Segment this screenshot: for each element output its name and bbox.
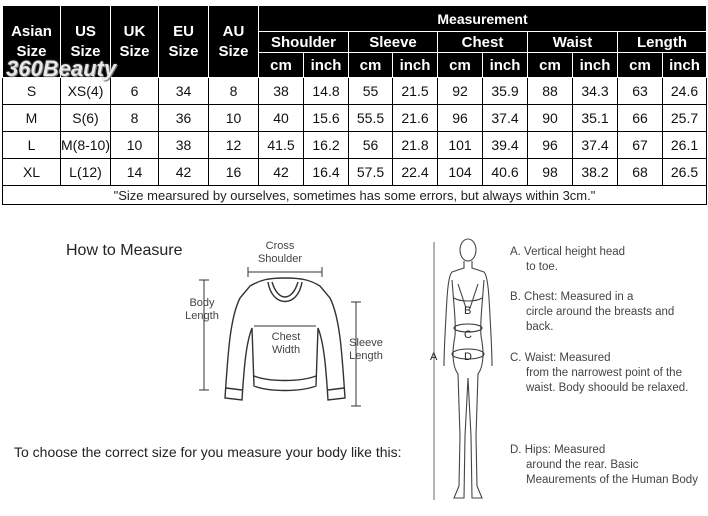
au-size-header: AU Size bbox=[209, 6, 259, 78]
us-size-header: US Size bbox=[61, 6, 111, 78]
table-cell: 56 bbox=[349, 132, 393, 159]
figure-letter-a: A bbox=[430, 351, 438, 363]
group-header-chest: Chest bbox=[438, 32, 528, 53]
unit-header: cm bbox=[528, 53, 573, 78]
size-chart-table bbox=[2, 5, 707, 205]
how-to-measure-title: How to Measure bbox=[66, 242, 183, 259]
table-cell: 90 bbox=[528, 105, 573, 132]
group-header-shoulder: Shoulder bbox=[259, 32, 349, 53]
table-cell: 10 bbox=[209, 105, 259, 132]
note-heading: D. Hips: Measured bbox=[510, 444, 606, 456]
table-cell: 37.4 bbox=[483, 105, 528, 132]
table-cell: 8 bbox=[209, 78, 259, 105]
table-note: "Size mearsured by ourselves, sometimes has some errors, but always within 3cm." bbox=[3, 186, 707, 205]
table-cell: 40 bbox=[259, 105, 304, 132]
table-cell: 8 bbox=[111, 105, 159, 132]
unit-header: inch bbox=[304, 53, 349, 78]
note-body: from the narrowest point of the waist. Body shoould be relaxed. bbox=[526, 367, 689, 394]
table-cell: 63 bbox=[618, 78, 663, 105]
asian-size-header: Asian Size bbox=[3, 6, 61, 78]
table-header bbox=[3, 6, 707, 78]
table-cell: 34.3 bbox=[573, 78, 618, 105]
group-header-waist: Waist bbox=[528, 32, 618, 53]
table-cell: 101 bbox=[438, 132, 483, 159]
table-cell: 16.4 bbox=[304, 159, 349, 186]
table-cell: 16.2 bbox=[304, 132, 349, 159]
table-cell: 88 bbox=[528, 78, 573, 105]
watermark-logo: 360Beauty bbox=[6, 56, 117, 81]
table-cell: 6 bbox=[111, 78, 159, 105]
note-body: around the rear. Basic Meaurements of the Human Body bbox=[526, 459, 698, 486]
figure-letter-d: D bbox=[464, 351, 472, 363]
unit-header: cm bbox=[618, 53, 663, 78]
table-cell: 24.6 bbox=[663, 78, 707, 105]
table-cell: M(8-10) bbox=[61, 132, 111, 159]
size-cell: S bbox=[3, 78, 61, 105]
table-cell: 38.2 bbox=[573, 159, 618, 186]
size-cell: XL bbox=[3, 159, 61, 186]
measurement-header: Measurement bbox=[259, 6, 707, 32]
sleeve-length-label: Sleeve Length bbox=[349, 337, 383, 362]
table-cell: 92 bbox=[438, 78, 483, 105]
table-cell: XS(4) bbox=[61, 78, 111, 105]
table-cell: 15.6 bbox=[304, 105, 349, 132]
size-cell: L bbox=[3, 132, 61, 159]
unit-header: cm bbox=[259, 53, 304, 78]
table-cell: S(6) bbox=[61, 105, 111, 132]
table-cell: 37.4 bbox=[573, 132, 618, 159]
table-cell: 96 bbox=[528, 132, 573, 159]
note-chest bbox=[510, 290, 700, 335]
table-cell: 16 bbox=[209, 159, 259, 186]
measure-instruction: To choose the correct size for you measure your body like this: bbox=[14, 444, 402, 460]
eu-size-header: EU Size bbox=[159, 6, 209, 78]
note-heading: B. Chest: Measured in a bbox=[510, 291, 634, 303]
table-cell: L(12) bbox=[61, 159, 111, 186]
table-row bbox=[3, 159, 707, 186]
table-cell: 42 bbox=[159, 159, 209, 186]
table-cell: 26.1 bbox=[663, 132, 707, 159]
uk-size-header: UK Size bbox=[111, 6, 159, 78]
note-body: circle around the breasts and back. bbox=[526, 306, 675, 333]
body-figure-icon bbox=[430, 236, 506, 511]
cross-shoulder-label: Cross Shoulder bbox=[257, 240, 303, 265]
unit-header: inch bbox=[393, 53, 438, 78]
table-cell: 21.5 bbox=[393, 78, 438, 105]
table-cell: 55 bbox=[349, 78, 393, 105]
table-cell: 35.1 bbox=[573, 105, 618, 132]
table-cell: 36 bbox=[159, 105, 209, 132]
table-cell: 21.8 bbox=[393, 132, 438, 159]
unit-header: inch bbox=[663, 53, 707, 78]
table-cell: 26.5 bbox=[663, 159, 707, 186]
note-heading: C. Waist: Measured bbox=[510, 352, 611, 364]
note-body: to toe. bbox=[526, 261, 558, 273]
table-cell: 35.9 bbox=[483, 78, 528, 105]
table-cell: 55.5 bbox=[349, 105, 393, 132]
table-cell: 66 bbox=[618, 105, 663, 132]
table-cell: 12 bbox=[209, 132, 259, 159]
table-cell: 34 bbox=[159, 78, 209, 105]
figure-letter-c: C bbox=[464, 329, 472, 341]
table-body bbox=[3, 78, 707, 186]
table-cell: 67 bbox=[618, 132, 663, 159]
table-row bbox=[3, 105, 707, 132]
table-cell: 22.4 bbox=[393, 159, 438, 186]
table-cell: 96 bbox=[438, 105, 483, 132]
table-cell: 41.5 bbox=[259, 132, 304, 159]
table-cell: 10 bbox=[111, 132, 159, 159]
table-cell: 57.5 bbox=[349, 159, 393, 186]
chest-width-label: Chest Width bbox=[271, 331, 301, 356]
table-row bbox=[3, 132, 707, 159]
note-waist bbox=[510, 351, 700, 396]
note-heading: A. Vertical height head bbox=[510, 246, 626, 258]
table-cell: 104 bbox=[438, 159, 483, 186]
figure-letter-b: B bbox=[464, 305, 472, 317]
note-hips bbox=[510, 443, 700, 488]
unit-header: inch bbox=[573, 53, 618, 78]
note-vertical-height bbox=[510, 245, 700, 275]
table-cell: 68 bbox=[618, 159, 663, 186]
table-cell: 21.6 bbox=[393, 105, 438, 132]
sweater-diagram-icon bbox=[190, 258, 380, 423]
size-cell: M bbox=[3, 105, 61, 132]
unit-header: inch bbox=[483, 53, 528, 78]
body-length-label: Body Length bbox=[185, 297, 219, 322]
table-cell: 14.8 bbox=[304, 78, 349, 105]
unit-header: cm bbox=[349, 53, 393, 78]
table-cell: 38 bbox=[159, 132, 209, 159]
table-cell: 14 bbox=[111, 159, 159, 186]
table-cell: 38 bbox=[259, 78, 304, 105]
group-header-sleeve: Sleeve bbox=[349, 32, 438, 53]
table-row bbox=[3, 78, 707, 105]
table-cell: 98 bbox=[528, 159, 573, 186]
table-cell: 25.7 bbox=[663, 105, 707, 132]
table-cell: 39.4 bbox=[483, 132, 528, 159]
table-cell: 42 bbox=[259, 159, 304, 186]
group-header-length: Length bbox=[618, 32, 707, 53]
table-cell: 40.6 bbox=[483, 159, 528, 186]
unit-header: cm bbox=[438, 53, 483, 78]
